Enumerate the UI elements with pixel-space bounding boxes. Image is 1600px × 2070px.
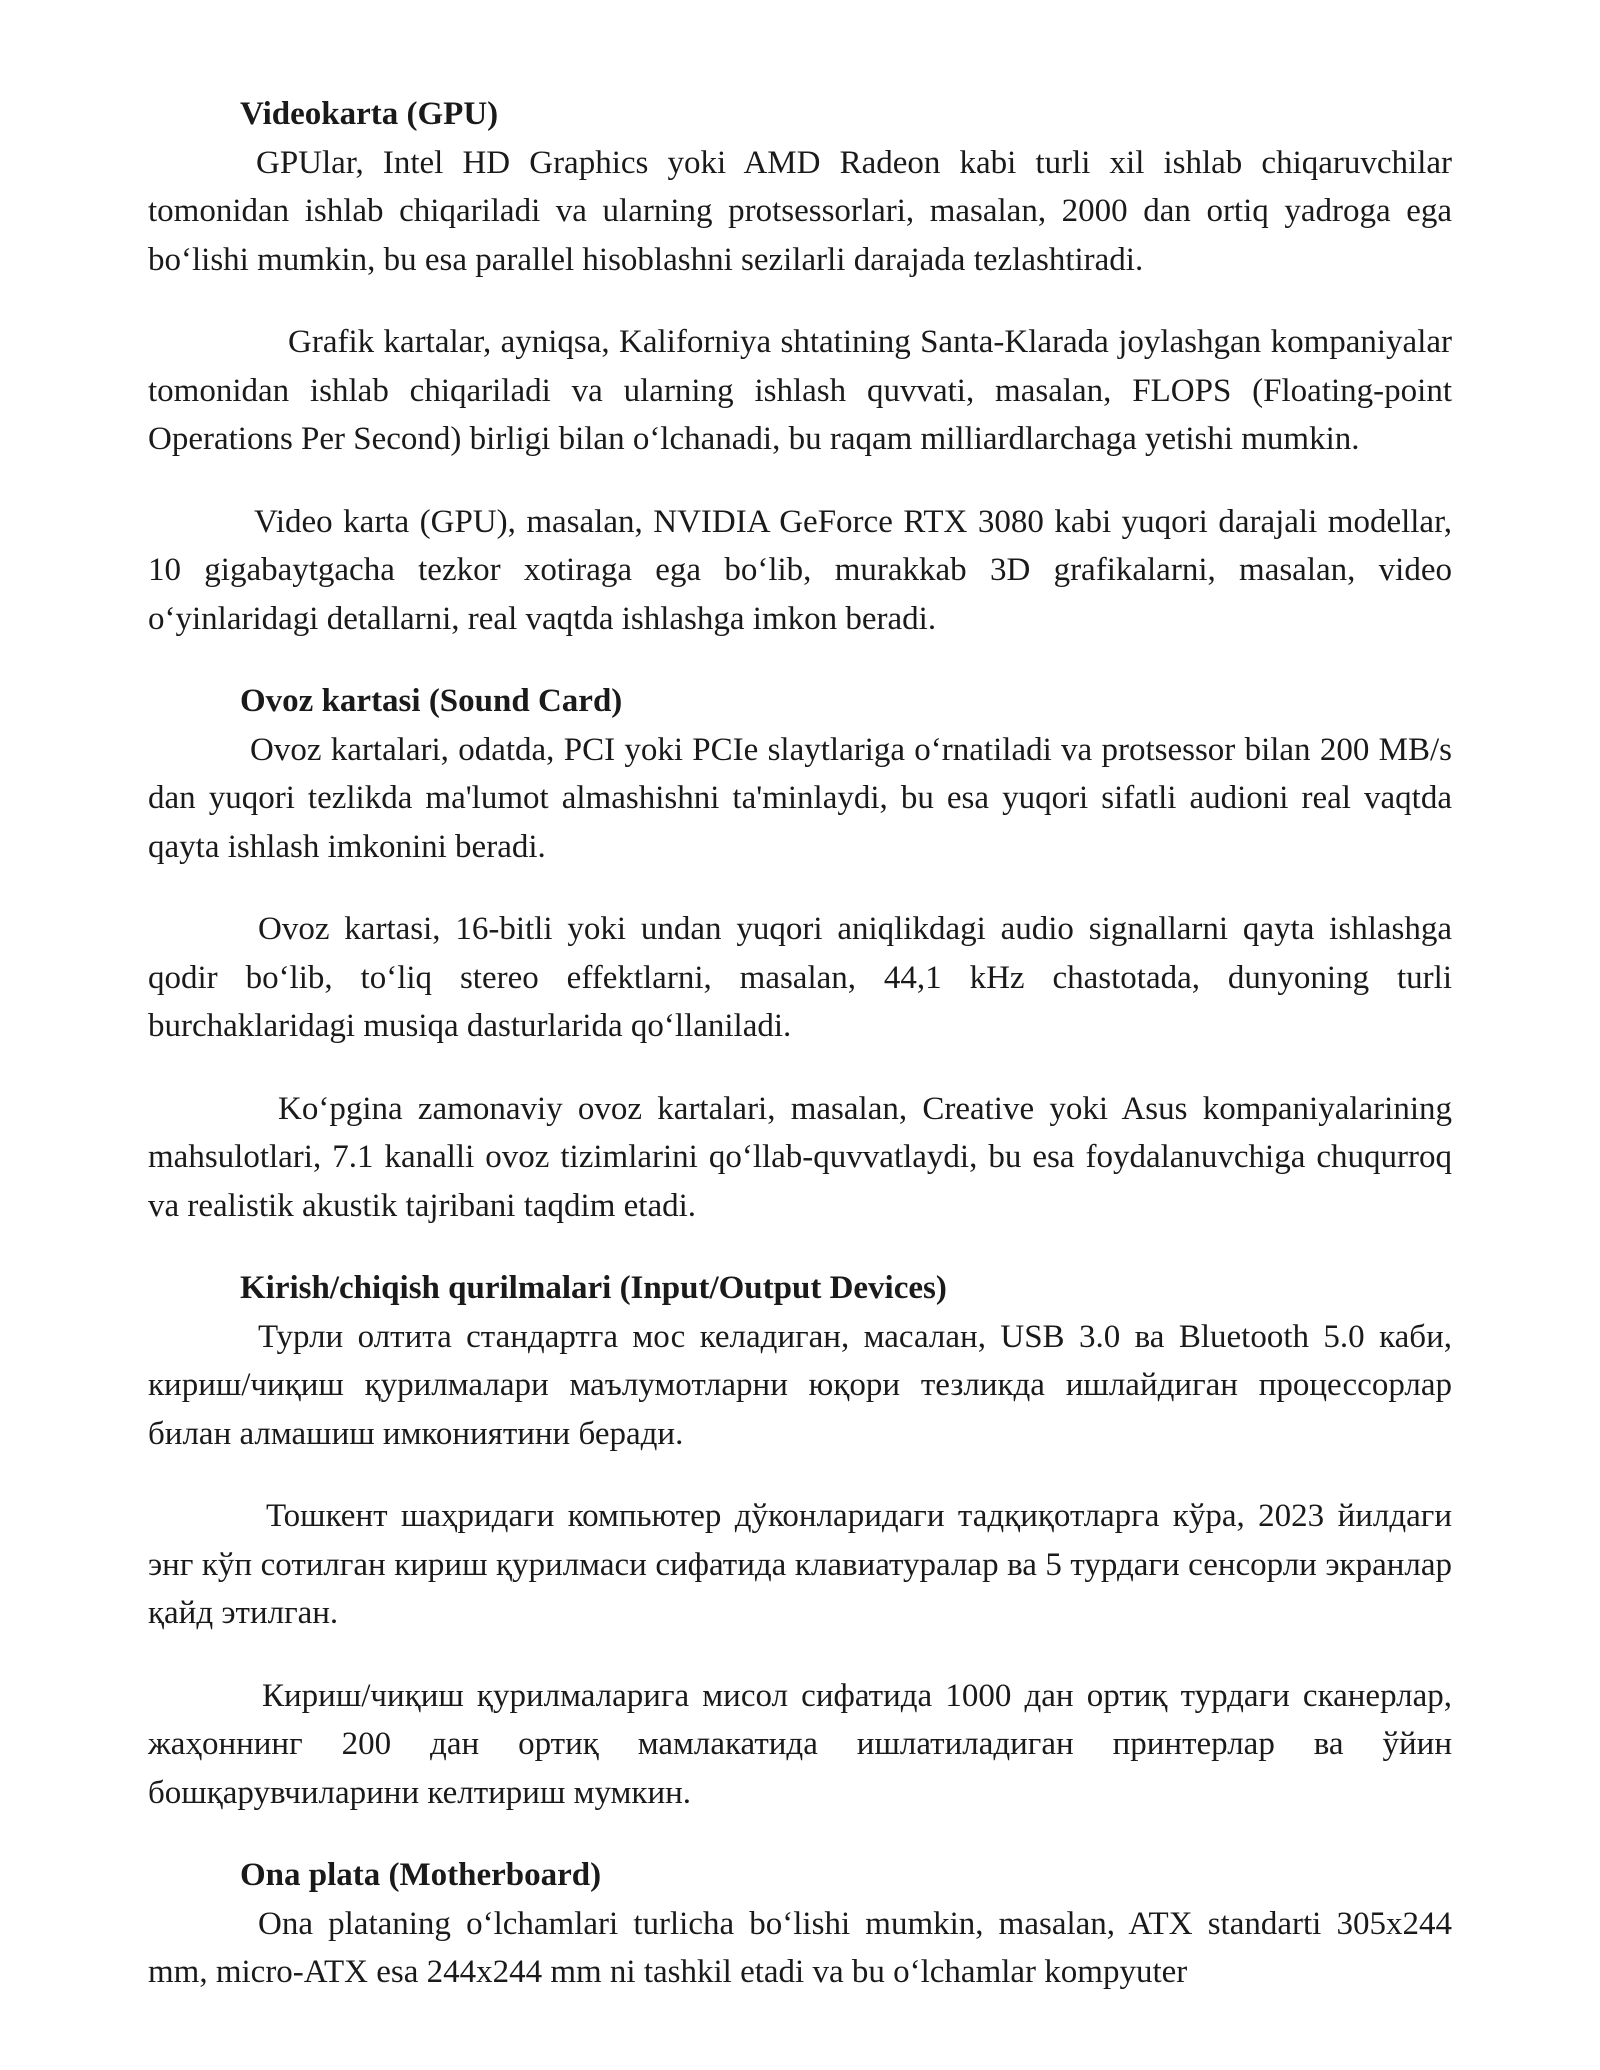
section-motherboard [148, 1851, 1452, 1997]
paragraph: Кириш/чиқиш қурилмаларига мисол сифатида 1000 дан ортиқ турдаги сканерлар, жаҳоннинг 200 дан ортиқ мамлакатида ишлатиладиган принтерлар ва ўйин бошқарувчиларини келтириш мумкин. [148, 1677, 1452, 1811]
paragraph: Тошкент шаҳридаги компьютер дўконларидаги тадқиқотларга кўра, 2023 йилдаги энг кўп сотилган кириш қурилмаси сифатида клавиатуралар ва 5 турдаги сенсорли экранлар қайд этилган. [148, 1498, 1452, 1631]
section-heading: Ovoz kartasi (Sound Card) [240, 683, 623, 719]
document-page [148, 90, 1452, 1997]
paragraph: Video karta (GPU), masalan, NVIDIA GeForce RTX 3080 kabi yuqori darajali modellar, 10 gigabaytgacha tezkor xotiraga ega boʻlib, murakkab 3D grafikalarni, masalan, video oʻyinlaridagi detallarni, real vaqtda ishlashga imkon beradi. [148, 503, 1452, 637]
section-heading: Videokarta (GPU) [240, 96, 499, 132]
section-heading: Ona plata (Motherboard) [240, 1857, 602, 1893]
paragraph: Grafik kartalar, ayniqsa, Kaliforniya shtatining Santa-Klarada joylashgan kompaniyalar tomonidan ishlab chiqariladi va ularning ishlash quvvati, masalan, FLOPS (Floating-point Operations Per Second) birligi bilan oʻlchanadi, bu raqam milliardlarchaga yetishi mumkin. [148, 324, 1452, 457]
paragraph: GPUlar, Intel HD Graphics yoki AMD Radeon kabi turli xil ishlab chiqaruvchilar tomonidan ishlab chiqariladi va ularning protsessorlari, masalan, 2000 dan ortiq yadroga ega boʻlishi mumkin, bu esa parallel hisoblashni sezilarli darajada tezlashtiradi. [148, 144, 1452, 278]
paragraph: Турли олтита стандартга мос келадиган, масалан, USB 3.0 ва Bluetooth 5.0 каби, кириш/чиқиш қурилмалари маълумотларни юқори тезликда ишлайдиган процессорлар билан алмашиш имкониятини беради. [148, 1318, 1452, 1452]
paragraph: Koʻpgina zamonaviy ovoz kartalari, masalan, Creative yoki Asus kompaniyalarining mahsulotlari, 7.1 kanalli ovoz tizimlarini qoʻllab-quvvatlaydi, bu esa foydalanuvchiga chuqurroq va realistik akustik tajribani taqdim etadi. [148, 1090, 1452, 1224]
paragraph: Ona plataning oʻlchamlari turlicha boʻlishi mumkin, masalan, ATX standarti 305x244 mm, micro-ATX esa 244x244 mm ni tashkil etadi va bu oʻlchamlar kompyuter [148, 1905, 1452, 1990]
paragraph: Ovoz kartasi, 16-bitli yoki undan yuqori aniqlikdagi audio signallarni qayta ishlashga qodir boʻlib, toʻliq stereo effektlarni, masalan, 44,1 kHz chastotada, dunyoning turli burchaklaridagi musiqa dasturlarida qoʻllaniladi. [148, 911, 1452, 1044]
section-gpu [148, 90, 1452, 643]
section-heading: Kirish/chiqish qurilmalari (Input/Output Devices) [240, 1270, 947, 1306]
paragraph: Ovoz kartalari, odatda, PCI yoki PCIe slaytlariga oʻrnatiladi va protsessor bilan 200 MB/s dan yuqori tezlikda ma'lumot almashishni ta'minlaydi, bu esa yuqori sifatli audioni real vaqtda qayta ishlash imkonini beradi. [148, 731, 1452, 865]
section-sound-card [148, 677, 1452, 1230]
section-io-devices [148, 1264, 1452, 1817]
